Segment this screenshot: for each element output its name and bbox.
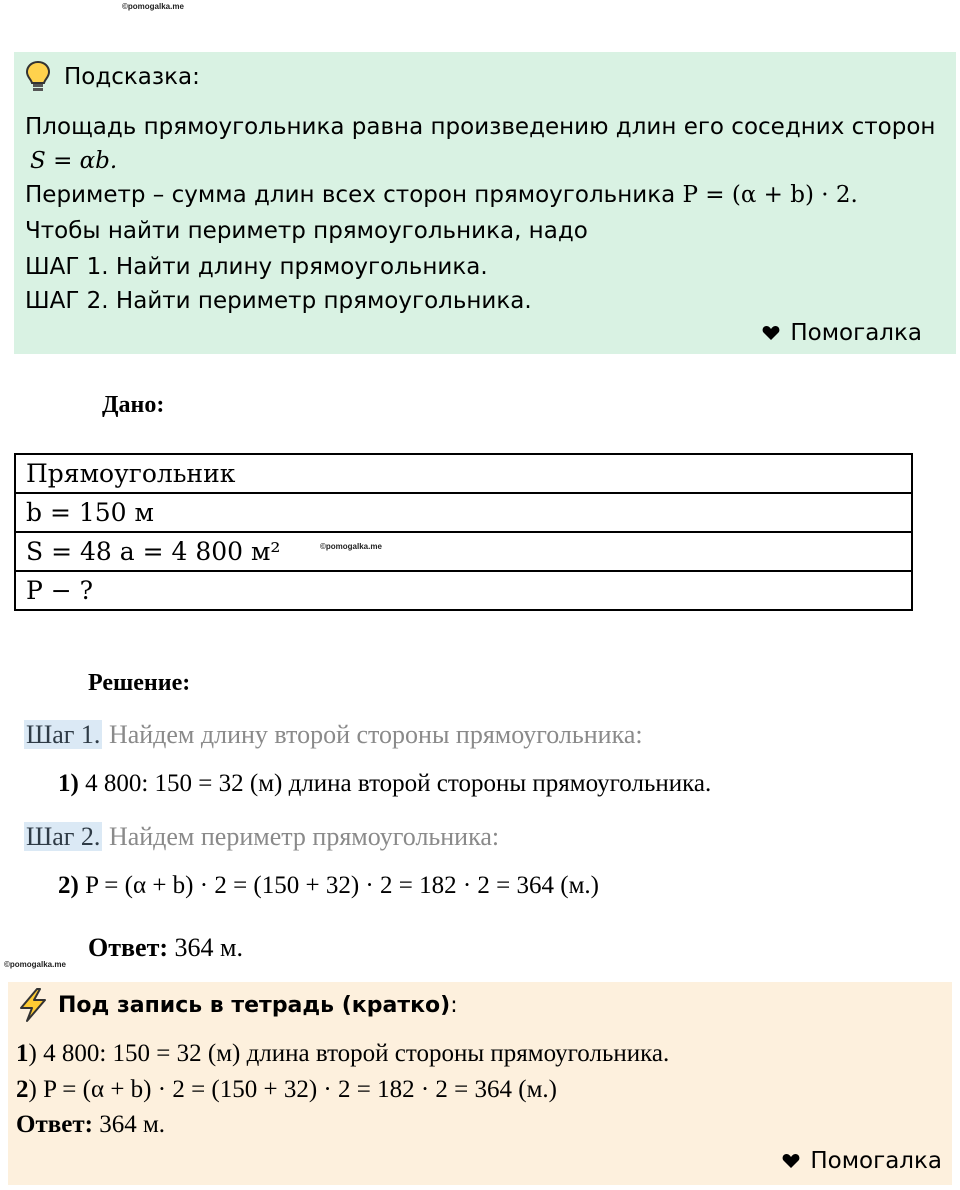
solution-title: Решение: — [88, 670, 191, 696]
calculation-2 — [58, 872, 599, 900]
notes-title-colon: : — [450, 992, 458, 1018]
solution-step-2 — [24, 822, 499, 852]
hint-step-1-label: ШАГ 1. — [25, 254, 109, 280]
hint-step-2 — [25, 288, 532, 314]
given-row — [15, 571, 912, 610]
step-1-tag: Шаг 1. — [26, 720, 101, 749]
notes-line-1-number: 1 — [16, 1040, 29, 1067]
calculation-2-text: P = (α + b) · 2 = (150 + 32) · 2 = 182 · 2 = 364 (м.) — [78, 872, 599, 899]
calculation-1-number: 1) — [58, 770, 79, 797]
notes-brand — [782, 1148, 942, 1174]
notes-box — [8, 982, 952, 1185]
notes-line-2 — [16, 1076, 557, 1104]
notes-line-2-number: 2 — [16, 1076, 29, 1103]
step-1-description: Найдем длину второй стороны прямоугольника: — [102, 720, 643, 749]
given-title: Дано: — [102, 392, 165, 418]
notes-answer-value: 364 м. — [92, 1111, 166, 1138]
given-row — [15, 454, 912, 493]
notes-title — [16, 987, 458, 1023]
given-row — [15, 493, 912, 532]
given-cell-area: S = 48 а = 4 800 м² — [15, 532, 912, 571]
watermark-left: ©pomogalka.me — [4, 960, 66, 969]
answer-label: Ответ: — [88, 933, 169, 962]
lightbulb-icon — [24, 60, 52, 94]
calculation-2-number: 2) — [58, 872, 79, 899]
hint-step-1 — [25, 254, 488, 280]
notes-line-1 — [16, 1040, 669, 1068]
calculation-1-text: 4 800: 150 = 32 (м) длина второй стороны прямоугольника. — [78, 770, 712, 797]
hint-title — [24, 60, 200, 94]
hint-area-formula: S = αb. — [30, 148, 118, 174]
lightning-icon — [16, 987, 50, 1023]
notes-line-1-text: ) 4 800: 150 = 32 (м) длина второй стороны прямоугольника. — [28, 1040, 670, 1067]
given-cell-question: P − ? — [15, 571, 912, 610]
notes-answer-label: Ответ: — [16, 1111, 93, 1138]
notes-brand-text: Помогалка — [810, 1148, 942, 1174]
hint-brand — [762, 320, 922, 346]
calculation-1 — [58, 770, 711, 798]
solution-step-1 — [24, 720, 643, 750]
hint-plan-intro: Чтобы найти периметр прямоугольника, надо — [25, 218, 588, 244]
hint-brand-text: Помогалка — [790, 320, 922, 346]
answer-value: 364 м. — [168, 933, 243, 962]
hint-step-2-text: Найти периметр прямоугольника. — [108, 288, 532, 314]
answer — [88, 933, 243, 963]
hint-step-2-label: ШАГ 2. — [25, 288, 109, 314]
hint-box — [14, 52, 956, 354]
given-cell-side: b = 150 м — [15, 493, 912, 532]
heart-icon — [782, 1153, 800, 1169]
hint-perimeter-rule — [25, 182, 858, 208]
watermark-table: ©pomogalka.me — [320, 542, 382, 551]
hint-perimeter-formula: P = (α + b) · 2. — [682, 182, 858, 208]
notes-answer — [16, 1111, 165, 1139]
notes-line-2-text: ) P = (α + b) · 2 = (150 + 32) · 2 = 182 · 2 = 364 (м.) — [28, 1076, 557, 1103]
watermark-top: ©pomogalka.me — [122, 2, 184, 11]
given-table — [14, 453, 913, 611]
notes-title-text: Под запись в тетрадь (кратко) — [58, 992, 451, 1018]
hint-perimeter-text: Периметр – сумма длин всех сторон прямоугольника — [25, 182, 683, 208]
given-cell-shape: Прямоугольник — [15, 454, 912, 493]
hint-area-rule: Площадь прямоугольника равна произведению длин его соседних сторон — [25, 114, 936, 140]
hint-step-1-text: Найти длину прямоугольника. — [108, 254, 488, 280]
given-row — [15, 532, 912, 571]
step-2-tag: Шаг 2. — [26, 822, 101, 851]
heart-icon — [762, 325, 780, 341]
hint-title-text: Подсказка: — [64, 64, 200, 90]
step-2-description: Найдем периметр прямоугольника: — [102, 822, 500, 851]
